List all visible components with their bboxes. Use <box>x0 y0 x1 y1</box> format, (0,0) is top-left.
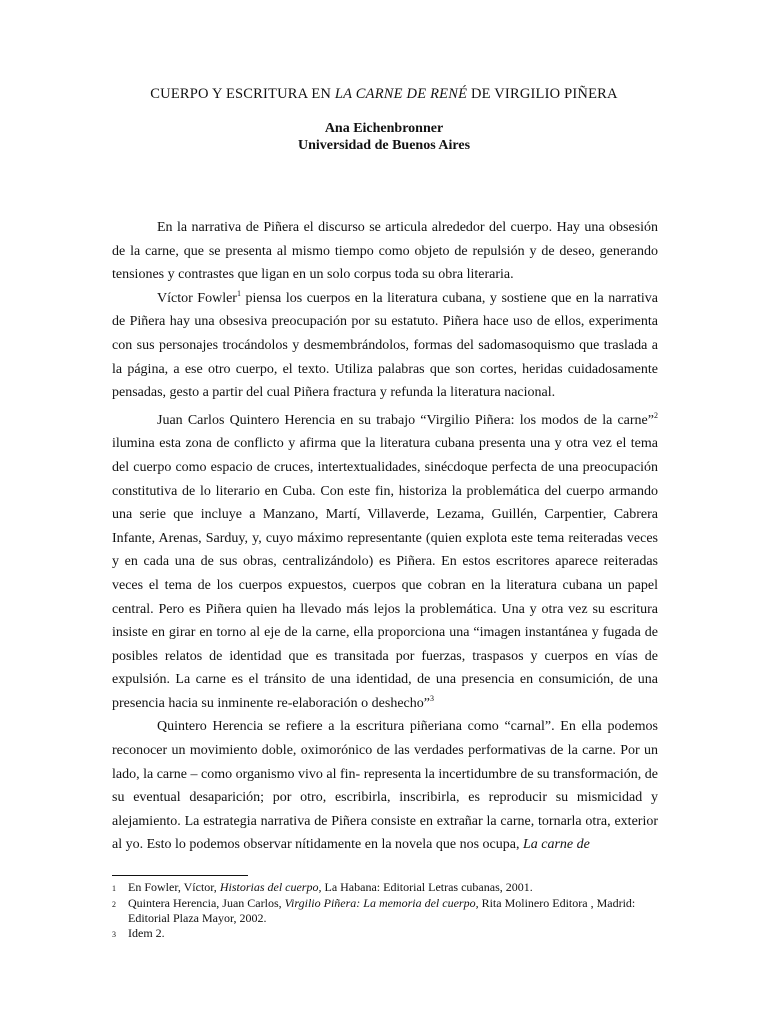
footnote-ref-3: 3 <box>429 693 434 703</box>
footnote-ref-1: 1 <box>236 288 241 298</box>
paragraph-2: Víctor Fowler$^1$ piensa los cuerpos en la literatura cubana, y sostiene que en la narrativa de Piñera hay una obsesiva preocupación por su estatuto. Piñera hace uso de ellos, experimenta con sus personajes trocándolos y desmembrándolos, formas del sadomasoquismo que traslada a la página, a ese otro cuerpo, el texto. Utiliza palabras que son cortes, heridas cuidadosamente pensadas, gesto a partir del cual Piñera fractura y refunda la literatura nacional. <box>112 288 658 401</box>
footnote-ref-2: 2 <box>654 410 658 420</box>
paragraph-3: Juan Carlos Quintero Herencia en su trabajo “Virgilio Piñera: los modos de la carne”$^2$ ilumina esta zona de conflicto y afirma que la literatura cubana presenta una y otra vez el tema del cuerpo como espacio de cruces, intertextualidades, sinécdoque perfecta de una preocupación constitutiva de lo literario en Cuba. Con este fin, historiza la problemática del cuerpo armando una serie que incluye a Manzano, Martí, Villaverde, Lezama, Guillén, Carpentier, Cabrera Infante, Arenas, Sarduy, y, cuyo máximo representante (quien explota este tema reiteradas veces y en cada una de sus obras, centralizándolo) es Piñera. En estos escritores aparece reiteradas veces el tema de los cuerpos expuestos, cuerpos que cobran en la literatura cubana un papel central. Pero es Piñera quien ha llevado más lejos la problemática. Una y otra vez su escritura insiste en girar en torno al eje de la carne, ella proporciona una “imagen instantánea y fugada de posibles relatos de identidad que es transitada por fuerzas, traspasos y cuerpos en vías de expulsión. La carne es el tránsito de una identidad, de una presencia en consumición, de una presencia hacia su inminente re-elaboración o deshecho”$^3$ <box>112 410 658 711</box>
footnote: 2 Quintera Herencia, Juan Carlos, Virgilio Piñera: La memoria del cuerpo, Rita Molinero Editora , Madrid: Editorial Plaza Mayor, 2002. <box>112 896 636 925</box>
author-institution: Universidad de Buenos Aires <box>297 138 471 153</box>
article-title: CUERPO Y ESCRITURA EN LA CARNE DE RENÉ DE VIRGILIO PIÑERA <box>150 86 618 102</box>
title-italic: LA CARNE DE RENÉ <box>334 86 468 102</box>
footnote: 3 Idem 2. <box>112 926 165 940</box>
footnote: 1 En Fowler, Víctor, Historias del cuerpo, La Habana: Editorial Letras cubanas, 2001. <box>112 880 533 894</box>
paragraph-4: Quintero Herencia se refiere a la escritura piñeriana como “carnal”. En ella podemos reconocer un movimiento doble, oximorónico de las verdades performativas de la carne. Por un lado, la carne – como organismo vivo al fin- representa la incertidumbre de su transformación, de su eventual desaparición; por otro, escribirla, inscribirla, es reproducir su mismicidad y alejamiento. La estrategia narrativa de Piñera consiste en extrañar la carne, tornarla otra, exterior al yo. Esto lo podemos observar nítidamente en la novela que nos ocupa, La carne de <box>112 719 658 853</box>
author-block <box>0 120 768 154</box>
footnote-separator <box>112 875 248 876</box>
footnotes <box>112 880 672 942</box>
paragraph-1: En la narrativa de Piñera el discurso se articula alrededor del cuerpo. Hay una obsesión de la carne, que se presenta al mismo tiempo como objeto de repulsión y de deseo, generando tensiones y contrastes que ligan en un solo corpus toda su obra literaria. <box>112 220 658 283</box>
article-body <box>112 216 658 857</box>
author-name: Ana Eichenbronner <box>324 121 444 136</box>
